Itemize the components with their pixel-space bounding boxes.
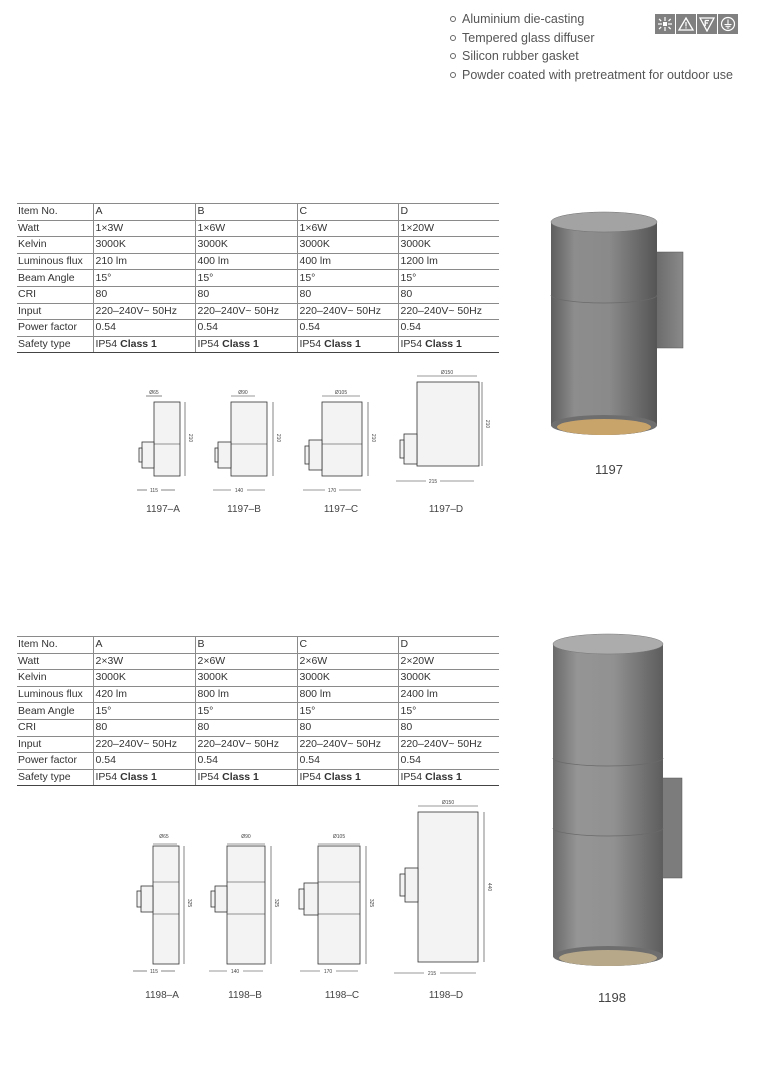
svg-text:210: 210 — [187, 433, 193, 443]
product-label: 1197 — [595, 462, 623, 477]
feature-item: Tempered glass diffuser — [450, 29, 733, 48]
table-row: Luminous flux 420 lm 800 lm 800 lm 2400 lm — [17, 686, 499, 703]
safety-cell: IP54 Class 1 — [93, 769, 195, 786]
table-row: Power factor 0.54 0.54 0.54 0.54 — [17, 753, 499, 770]
svg-text:140: 140 — [234, 488, 244, 494]
drawing-caption: 1198–B — [228, 990, 262, 1001]
drawing-1198-c — [292, 830, 382, 980]
bullet-icon — [450, 16, 456, 22]
svg-text:Ø90: Ø90 — [238, 390, 248, 396]
feature-item: Silicon rubber gasket — [450, 47, 733, 66]
svg-text:170: 170 — [323, 969, 333, 975]
svg-text:440: 440 — [486, 882, 492, 892]
table-row: CRI 80 80 80 80 — [17, 719, 499, 736]
svg-text:325: 325 — [273, 898, 279, 908]
table-row: Kelvin 3000K 3000K 3000K 3000K — [17, 670, 499, 687]
svg-text:115: 115 — [150, 969, 158, 975]
drawing-1198-d — [390, 796, 490, 980]
product-image-1197 — [540, 200, 690, 445]
svg-text:170: 170 — [327, 488, 337, 494]
safety-class: Class 1 — [222, 338, 259, 351]
safety-class: Class 1 — [120, 338, 157, 351]
safety-class: Class 1 — [324, 338, 361, 351]
product-label: 1198 — [598, 990, 626, 1005]
safety-cell: IP54 Class 1 — [297, 769, 398, 786]
safety-class: Class 1 — [222, 771, 259, 784]
table-row: Beam Angle 15° 15° 15° 15° — [17, 703, 499, 720]
table-row: Power factor 0.54 0.54 0.54 0.54 — [17, 320, 499, 337]
feature-item: Powder coated with pretreatment for outdoor use — [450, 66, 733, 85]
safety-cell: IP54 Class 1 — [398, 336, 499, 353]
safety-cell: IP54 Class 1 — [93, 336, 195, 353]
safety-cell: IP54 Class 1 — [195, 336, 297, 353]
svg-text:325: 325 — [186, 898, 192, 908]
svg-text:Ø150: Ø150 — [441, 800, 455, 806]
table-row: Kelvin 3000K 3000K 3000K 3000K — [17, 237, 499, 254]
svg-text:140: 140 — [230, 969, 240, 975]
table-row: Beam Angle 15° 15° 15° 15° — [17, 270, 499, 287]
drawing-1197-b — [205, 386, 285, 496]
safety-cell: IP54 Class 1 — [398, 769, 499, 786]
safety-cell: IP54 Class 1 — [297, 336, 398, 353]
svg-text:Ø105: Ø105 — [332, 834, 346, 840]
svg-text:210: 210 — [370, 433, 376, 443]
safety-class: Class 1 — [120, 771, 157, 784]
table-row: Item No. A B C D — [17, 637, 499, 654]
drawing-caption: 1197–D — [428, 504, 464, 515]
table-row: Luminous flux 210 lm 400 lm 400 lm 1200 lm — [17, 253, 499, 270]
table-row: Watt 1×3W 1×6W 1×6W 1×20W — [17, 220, 499, 237]
svg-text:Ø90: Ø90 — [241, 834, 251, 840]
spec-table-1197 — [17, 203, 499, 353]
safety-cell: IP54 Class 1 — [195, 769, 297, 786]
bullet-icon — [450, 35, 456, 41]
certification-icons — [655, 14, 738, 34]
svg-text:Ø105: Ø105 — [334, 390, 348, 396]
led-chip-icon — [655, 14, 675, 34]
table-row: Safety type IP54 Class 1 IP54 Class 1 IP54 Class 1 IP54 Class 1 — [17, 769, 499, 786]
table-row: Input 220–240V~ 50Hz 220–240V~ 50Hz 220–240V~ 50Hz 220–240V~ 50Hz — [17, 736, 499, 753]
drawing-1197-d — [390, 366, 490, 496]
spec-table-1198 — [17, 636, 499, 786]
drawing-caption: 1198–D — [428, 990, 464, 1001]
drawing-caption: 1198–C — [324, 990, 360, 1001]
svg-text:210: 210 — [275, 433, 281, 443]
drawing-caption: 1198–A — [145, 990, 179, 1001]
feature-item: Aluminium die-casting — [450, 10, 733, 29]
warning-icon — [676, 14, 696, 34]
drawing-caption: 1197–C — [323, 504, 359, 515]
drawing-1197-c — [295, 386, 385, 496]
svg-text:210: 210 — [484, 419, 490, 429]
ground-icon — [718, 14, 738, 34]
drawing-1198-b — [205, 830, 285, 980]
table-row: Input 220–240V~ 50Hz 220–240V~ 50Hz 220–240V~ 50Hz 220–240V~ 50Hz — [17, 303, 499, 320]
bullet-icon — [450, 72, 456, 78]
safety-class: Class 1 — [324, 771, 361, 784]
drawing-1198-a — [125, 830, 195, 980]
svg-text:Ø65: Ø65 — [159, 834, 169, 840]
safety-class: Class 1 — [425, 338, 462, 351]
svg-text:215: 215 — [428, 479, 438, 485]
drawing-caption: 1197–B — [227, 504, 261, 515]
svg-text:115: 115 — [150, 488, 158, 494]
table-row: Safety type IP54 Class 1 IP54 Class 1 IP54 Class 1 IP54 Class 1 — [17, 336, 499, 353]
svg-text:325: 325 — [368, 898, 374, 908]
svg-text:Ø65: Ø65 — [149, 390, 159, 396]
product-image-1198 — [540, 630, 690, 970]
svg-text:Ø150: Ø150 — [440, 370, 454, 376]
drawing-caption: 1197–A — [146, 504, 180, 515]
bullet-icon — [450, 53, 456, 59]
table-row: Item No. A B C D — [17, 204, 499, 221]
svg-text:215: 215 — [427, 971, 437, 977]
table-row: CRI 80 80 80 80 — [17, 286, 499, 303]
drawing-1197-a — [125, 386, 195, 496]
f-mark-icon — [697, 14, 717, 34]
safety-class: Class 1 — [425, 771, 462, 784]
table-row: Watt 2×3W 2×6W 2×6W 2×20W — [17, 653, 499, 670]
